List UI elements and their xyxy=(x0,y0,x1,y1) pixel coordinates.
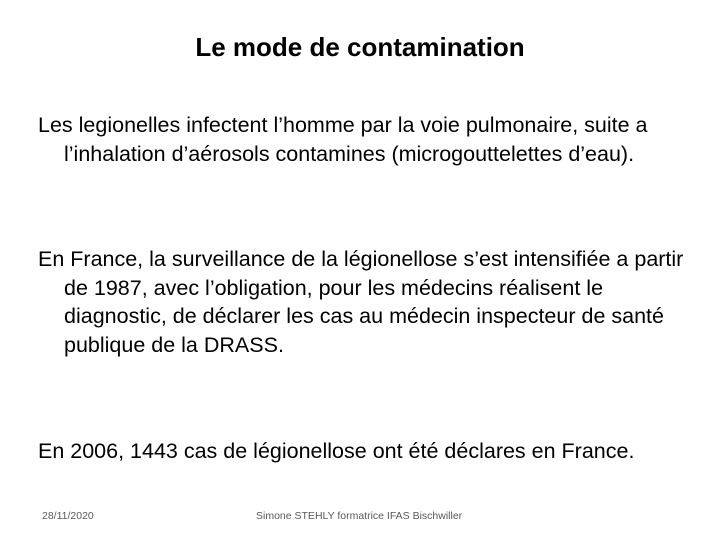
slide-title: Le mode de contamination xyxy=(195,32,525,62)
paragraph-cases-2006: En 2006, 1443 cas de légionellose ont été déclares en France. xyxy=(38,439,635,463)
paragraph-surveillance: En France, la surveillance de la légionellose s’est intensifiée a partir de 1987, avec l’obligation, pour les médecins réalisent le diagnostic, de déclarer les cas au médecin inspecteur de santé publique de la DRASS. xyxy=(38,247,684,357)
paragraph-contamination: Les legionelles infectent l’homme par la voie pulmonaire, suite a l’inhalation d’aérosols contamines (microgouttelettes d’eau). xyxy=(38,113,648,166)
footer-date: 28/11/2020 xyxy=(42,510,94,522)
footer-author: Simone STEHLY formatrice IFAS Bischwiller xyxy=(256,510,463,522)
